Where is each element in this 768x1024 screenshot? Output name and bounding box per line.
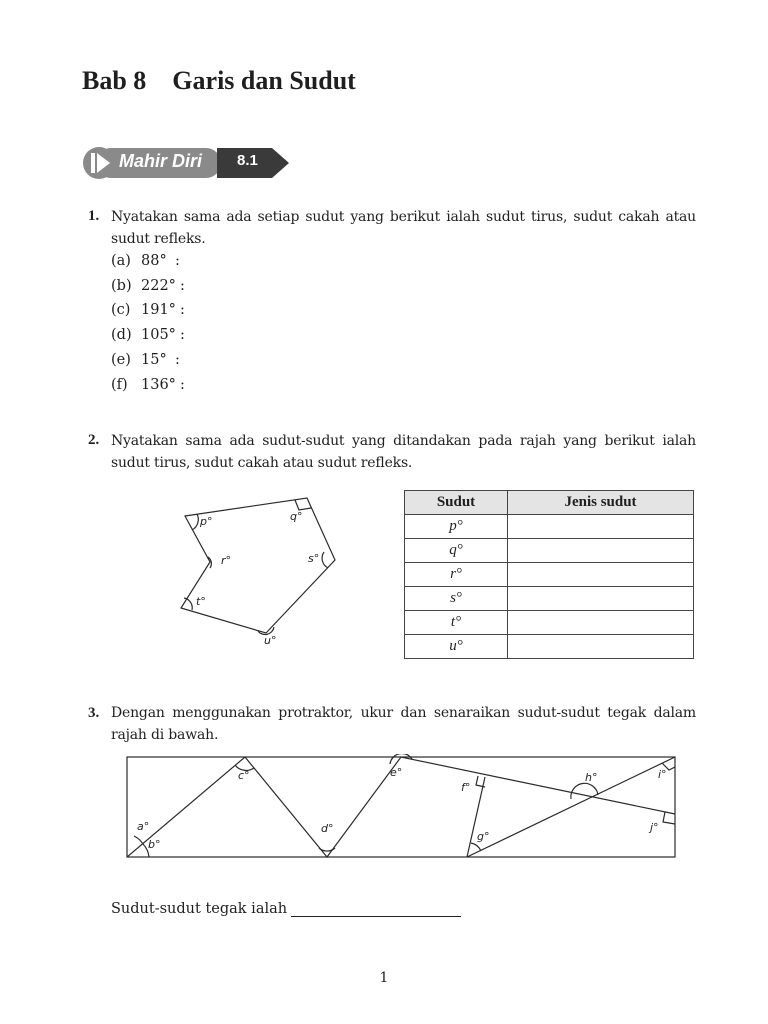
label-g: g°: [477, 830, 490, 843]
option-colon: :: [175, 352, 180, 368]
column-header-type: Jenis sudut: [508, 491, 694, 515]
q2-number: 2.: [88, 432, 100, 448]
option-label: (d): [111, 327, 132, 343]
label-a: a°: [137, 820, 150, 833]
hexagon-figure: [170, 488, 350, 650]
option-value: 222°: [141, 278, 176, 294]
angle-arc-s: [322, 552, 328, 568]
table-row: [405, 587, 694, 611]
q1-option-b: [111, 278, 185, 294]
option-colon: :: [179, 377, 185, 393]
label-b: b°: [148, 838, 161, 851]
option-value: 15°: [141, 352, 167, 368]
column-header-angle: Sudut: [405, 491, 508, 515]
page-number: 1: [379, 970, 389, 986]
answer-cell[interactable]: [508, 587, 694, 611]
option-label: (a): [111, 253, 131, 269]
answer-cell[interactable]: [508, 539, 694, 563]
chapter-title: Bab 8 Garis dan Sudut: [82, 66, 356, 95]
angle-cell: p°: [405, 515, 508, 539]
option-colon: :: [179, 278, 185, 294]
angle-cell: r°: [405, 563, 508, 587]
label-e: e°: [390, 766, 403, 779]
answer-label: Sudut-sudut tegak ialah: [111, 901, 288, 917]
label-s: s°: [308, 552, 320, 565]
q1-option-e: [111, 352, 180, 368]
label-p: p°: [200, 515, 213, 528]
angle-cell: u°: [405, 635, 508, 659]
q1-option-d: [111, 327, 185, 343]
angle-type-table: [404, 490, 694, 659]
rectangle-figure: [124, 754, 680, 862]
label-d: d°: [321, 822, 334, 835]
angle-arc-t: [184, 598, 192, 610]
table-row: [405, 635, 694, 659]
q2-text: Nyatakan sama ada sudut-sudut yang ditandakan pada rajah yang berikut ialah sudut tirus, sudut cakah atau sudut refleks.: [111, 433, 696, 471]
play-icon-bar: [91, 153, 95, 173]
option-value: 191°: [141, 302, 176, 318]
answer-blank[interactable]: [291, 900, 461, 917]
label-i: i°: [658, 768, 667, 781]
option-colon: :: [179, 327, 185, 343]
answer-cell[interactable]: [508, 635, 694, 659]
badge-label: Mahir Diri: [119, 151, 203, 171]
q1-option-f: [111, 377, 185, 393]
option-label: (b): [111, 278, 132, 294]
angle-arc-a: [134, 836, 143, 844]
label-j: j°: [650, 821, 659, 834]
label-u: u°: [264, 634, 277, 647]
q1-option-c: [111, 302, 185, 318]
angle-cell: q°: [405, 539, 508, 563]
q1-option-a: [111, 253, 180, 269]
table-row: [405, 611, 694, 635]
option-label: (e): [111, 352, 131, 368]
table-header-row: [405, 491, 694, 515]
q3-number: 3.: [88, 705, 100, 721]
q1-text: Nyatakan sama ada setiap sudut yang berikut ialah sudut tirus, sudut cakah atau sudut refleks.: [111, 209, 696, 247]
angle-arc-g: [471, 843, 481, 851]
answer-cell[interactable]: [508, 515, 694, 539]
badge-number: 8.1: [237, 152, 258, 169]
table-row: [405, 515, 694, 539]
label-h: h°: [585, 771, 598, 784]
option-colon: :: [175, 253, 180, 269]
label-f: f°: [461, 781, 471, 794]
label-q: q°: [290, 510, 303, 523]
label-c: c°: [238, 769, 250, 782]
angle-cell: t°: [405, 611, 508, 635]
table-row: [405, 563, 694, 587]
option-label: (f): [111, 377, 128, 393]
option-value: 105°: [141, 327, 176, 343]
option-label: (c): [111, 302, 131, 318]
option-value: 88°: [141, 253, 167, 269]
option-colon: :: [179, 302, 185, 318]
label-r: r°: [221, 554, 232, 567]
q3-text: Dengan menggunakan protraktor, ukur dan senaraikan sudut-sudut tegak dalam rajah di bawah.: [111, 705, 696, 743]
label-t: t°: [196, 595, 206, 608]
q1-number: 1.: [88, 208, 100, 224]
table-row: [405, 539, 694, 563]
option-value: 136°: [141, 377, 176, 393]
angle-cell: s°: [405, 587, 508, 611]
angle-arc-p: [192, 514, 198, 530]
answer-cell[interactable]: [508, 563, 694, 587]
answer-line: [111, 900, 461, 917]
answer-cell[interactable]: [508, 611, 694, 635]
